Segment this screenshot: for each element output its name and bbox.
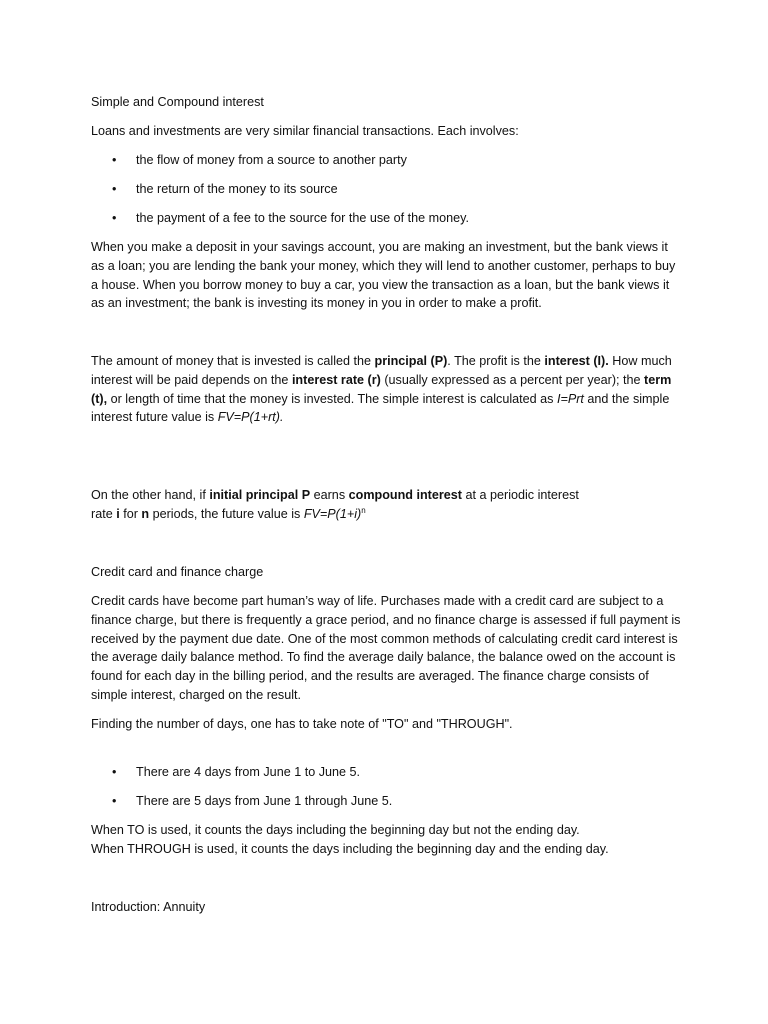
intro-paragraph: Loans and investments are very similar financial transactions. Each involves:	[91, 124, 519, 138]
list-item-text: There are 5 days from June 1 through June 5.	[136, 794, 393, 808]
credit-paragraph: Credit cards have become part human’s way of life. Purchases made with a credit card are subject to a finance charge, but there is frequently a grace period, and no finance charge is assessed if full payment is received by the payment due date. One of the most common methods of calculating credit card interest is the average daily balance method. To find the average daily balance, the balance owed on the account is found for each day in the billing period, and the results are averaged. The finance charge consists of simple interest, charged on the result.	[91, 594, 681, 702]
list-item-text: the return of the money to its source	[136, 182, 338, 196]
through-rule-line: When THROUGH is used, it counts the days including the beginning day and the ending day.	[91, 842, 609, 856]
heading-credit-card: Credit card and finance charge	[91, 565, 264, 579]
bullet-icon: •	[112, 794, 117, 808]
principal-paragraph: The amount of money that is invested is called the principal (P). The profit is the interest (I). How much interest will be paid depends on the interest rate (r) (usually expressed as a percent per year); the term (t), or length of time that the money is invested. The simple interest is calculated as I=Prt and the simple interest future value is FV=P(1+rt).	[91, 354, 672, 425]
deposit-paragraph: When you make a deposit in your savings account, you are making an investment, but the bank views it as a loan; you are lending the bank your money, which they will lend to another customer, perhaps to buy a house. When you borrow money to buy a car, you view the transaction as a loan, but the bank views it as an investment; the bank is investing its money in you in order to make a profit.	[91, 240, 676, 311]
bullet-icon: •	[112, 765, 117, 779]
list-item-text: the payment of a fee to the source for the use of the money.	[136, 211, 470, 225]
bullet-icon: •	[112, 182, 117, 196]
to-rule-line: When TO is used, it counts the days including the beginning day but not the ending day.	[91, 823, 580, 837]
list-item-text: the flow of money from a source to another party	[136, 153, 407, 167]
heading-simple-compound: Simple and Compound interest	[91, 95, 264, 109]
days-paragraph: Finding the number of days, one has to take note of "TO" and "THROUGH".	[91, 717, 513, 731]
bullet-icon: •	[112, 153, 117, 167]
compound-paragraph: On the other hand, if initial principal P earns compound interest at a periodic interest rate i for n periods, the future value is $FV=P(1+i)^n$	[91, 488, 579, 521]
list-item-text: There are 4 days from June 1 to June 5.	[136, 765, 361, 779]
bullet-icon: •	[112, 211, 117, 225]
heading-annuity: Introduction: Annuity	[91, 900, 206, 914]
